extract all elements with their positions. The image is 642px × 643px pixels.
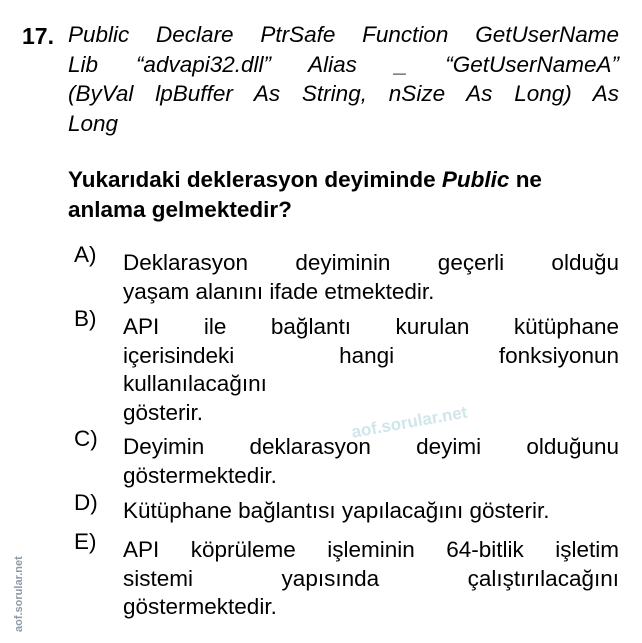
- option-line: API köprüleme işleminin 64-bitlik işletim: [123, 537, 619, 562]
- question-number: 17.: [22, 23, 54, 49]
- option-line: içerisindeki hangi fonksiyonun: [123, 342, 619, 368]
- code-line: Long: [68, 110, 119, 136]
- option-a[interactable]: [74, 242, 619, 306]
- stem-text: Yukarıdaki deklerasyon deyiminde: [68, 167, 442, 192]
- question-stem: [68, 165, 619, 224]
- option-line: yaşam alanını ifade etmektedir.: [123, 278, 435, 304]
- stem-text: ne: [509, 167, 542, 192]
- option-b[interactable]: [74, 306, 619, 427]
- code-line: Lib “advapi32.dll” Alias _ “GetUserNameA”: [68, 51, 619, 77]
- option-line: Deklarasyon deyiminin geçerli olduğu: [123, 250, 619, 275]
- option-line: göstermektedir.: [123, 594, 277, 619]
- code-line: (ByVal lpBuffer As String, nSize As Long) As: [68, 81, 619, 106]
- option-line: gösterir.: [123, 399, 204, 425]
- option-letter: D): [74, 490, 98, 515]
- option-letter: A): [74, 242, 97, 267]
- option-line: kullanılacağını: [123, 371, 267, 396]
- option-text: [123, 536, 619, 622]
- option-letter: C): [74, 426, 98, 451]
- option-letter: B): [74, 306, 97, 331]
- option-line: sistemi yapısında çalıştırılacağını: [123, 565, 619, 591]
- option-line: API ile bağlantı kurulan kütüphane: [123, 314, 619, 339]
- option-line: göstermektedir.: [123, 462, 277, 488]
- option-text: [123, 313, 619, 427]
- code-declaration: [68, 20, 619, 138]
- option-e[interactable]: [74, 529, 619, 622]
- stem-keyword: Public: [441, 167, 510, 192]
- option-letter: E): [74, 529, 97, 554]
- stem-line: [68, 165, 619, 195]
- option-line: Kütüphane bağlantısı yapılacağını gösterir.: [123, 498, 550, 523]
- stem-line: anlama gelmektedir?: [68, 196, 292, 222]
- option-c[interactable]: [74, 426, 619, 490]
- option-text: [123, 497, 619, 526]
- option-text: [123, 433, 619, 490]
- watermark-center: aof.sorular.net: [350, 402, 469, 442]
- watermark-side: aof.sorular.net: [13, 556, 25, 632]
- option-line: Deyimin deklarasyon deyimi olduğunu: [123, 434, 619, 459]
- option-text: [123, 249, 619, 306]
- option-d[interactable]: [74, 490, 619, 526]
- code-line: Public Declare PtrSafe Function GetUserName: [68, 22, 619, 47]
